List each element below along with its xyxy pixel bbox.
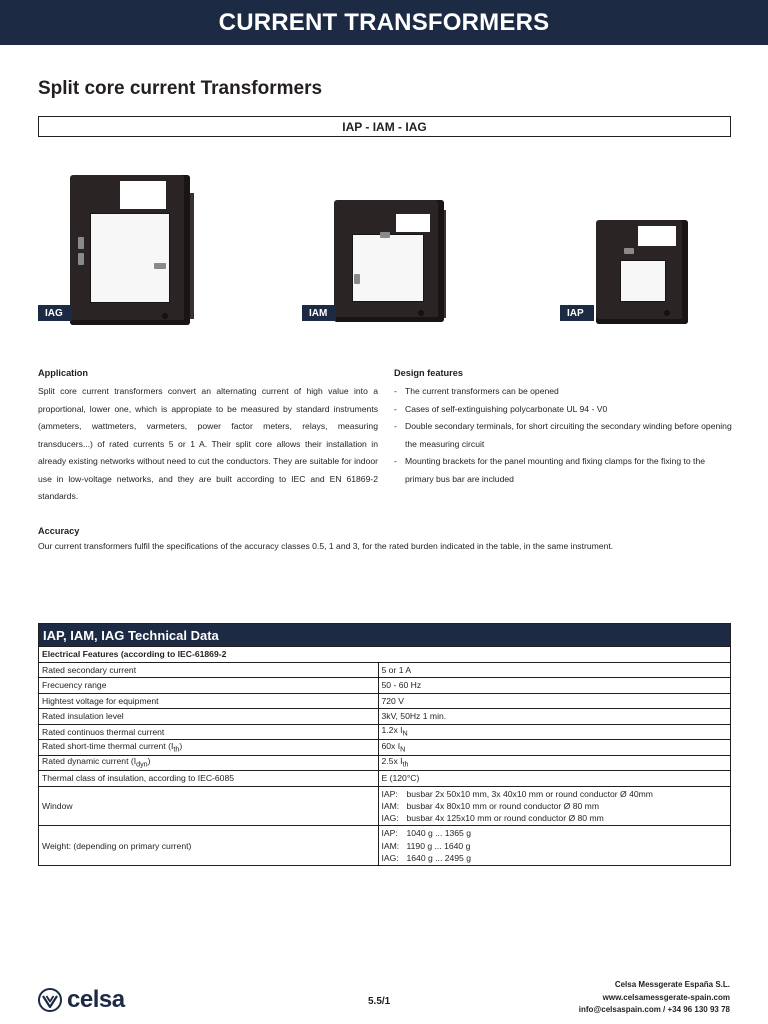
accuracy-section	[38, 524, 738, 555]
label-text: Rated short-time thermal current (I	[42, 740, 174, 751]
company-info	[579, 979, 730, 1017]
value-text: 2.5x I	[381, 756, 403, 767]
label-end: )	[179, 740, 183, 751]
weight-spec: 1040 g ... 1365 g	[406, 828, 472, 839]
accuracy-heading: Accuracy	[38, 526, 80, 536]
list-item: - Mounting brackets for the panel mounting and fixing clamps for the fixing to the primary bus bar are included	[394, 453, 732, 488]
value-subscript: N	[402, 730, 408, 739]
weight-spec: 1640 g ... 2495 g	[406, 852, 472, 863]
product-tag-iap: IAP	[560, 305, 594, 321]
design-features-heading: Design features	[394, 368, 463, 378]
row-value	[378, 724, 730, 740]
window-values	[378, 786, 730, 826]
table-row	[39, 826, 730, 865]
table-row	[39, 724, 730, 740]
value-text: 1.2x I	[381, 725, 403, 736]
table-row	[39, 709, 730, 725]
row-value	[378, 755, 730, 771]
value-subscript: N	[400, 745, 406, 754]
company-name: Celsa Messgerate España S.L.	[614, 980, 730, 989]
model-range-box: IAP - IAM - IAG	[38, 116, 731, 137]
model-code: IAP:	[381, 788, 398, 799]
window-label: Window	[39, 786, 378, 826]
label-subscript: th	[173, 745, 180, 754]
row-value: E (120°C)	[378, 771, 730, 787]
celsa-logo	[38, 986, 125, 1014]
window-spec: busbar 2x 50x10 mm, 3x 40x10 mm or round conductor Ø 40mm	[406, 788, 653, 799]
row-label: Rated continuos thermal current	[39, 724, 378, 740]
row-label	[39, 755, 378, 771]
application-heading: Application	[38, 368, 89, 378]
product-photo-iap	[560, 210, 700, 330]
model-code: IAP:	[381, 828, 398, 839]
value-text: 60x I	[381, 740, 401, 751]
product-photo-iam	[302, 192, 462, 330]
page-banner: CURRENT TRANSFORMERS	[0, 0, 768, 45]
list-item: - Double secondary terminals, for short circuiting the secondary winding before opening the measuring circuit	[394, 418, 732, 453]
section-title: Split core current Transformers	[38, 78, 323, 99]
weight-label: Weight: (depending on primary current)	[39, 826, 378, 865]
model-code: IAG:	[381, 813, 399, 824]
row-value: 50 - 60 Hz	[378, 678, 730, 694]
weight-values	[378, 826, 730, 865]
table-row	[39, 678, 730, 694]
row-label: Hightest voltage for equipment	[39, 693, 378, 709]
value-subscript: th	[402, 761, 409, 770]
table-row	[39, 755, 730, 771]
table-row	[39, 662, 730, 678]
row-label: Thermal class of insulation, according to IEC-6085	[39, 771, 378, 787]
product-photo-iag	[38, 165, 198, 330]
page-number: 5.5/1	[368, 996, 391, 1007]
product-tag-iag: IAG	[38, 305, 72, 321]
label-subscript: dyn	[136, 761, 148, 770]
row-label: Rated insulation level	[39, 709, 378, 725]
accuracy-text: Our current transformers fulfil the specifications of the accuracy classes 0.5, 1 and 3, for the rated burden indicated in the table, in the same instrument.	[38, 541, 614, 551]
window-spec: busbar 4x 125x10 mm or round conductor Ø 80 mm	[406, 813, 604, 824]
table-row	[39, 740, 730, 756]
company-website: www.celsamessgerate-spain.com	[602, 992, 730, 1002]
row-label	[39, 740, 378, 756]
design-features-section	[394, 366, 732, 488]
model-code: IAM:	[381, 840, 400, 851]
row-label: Frecuency range	[39, 678, 378, 694]
row-value: 5 or 1 A	[378, 662, 730, 678]
technical-data-table	[38, 623, 731, 866]
table-row	[39, 771, 730, 787]
logo-wordmark: celsa	[67, 986, 125, 1013]
product-tag-iam: IAM	[302, 305, 336, 321]
company-contact: info@celsaspain.com / +34 96 130 93 78	[578, 1005, 730, 1014]
table-row	[39, 693, 730, 709]
list-item: - The current transformers can be opened	[394, 383, 732, 401]
application-section	[38, 366, 378, 506]
weight-spec: 1190 g ... 1640 g	[406, 840, 471, 851]
celsa-emblem-icon	[38, 988, 62, 1012]
label-text: Rated dynamic current (I	[42, 756, 137, 767]
row-value	[378, 740, 730, 756]
label-end: )	[147, 756, 151, 767]
model-code: IAG:	[381, 852, 399, 863]
technical-data-title: IAP, IAM, IAG Technical Data	[39, 624, 730, 646]
application-text: Split core current transformers convert an alternating current of high value into a proportional, lower one, which is appropiate to be measured by standard instruments (ammeters, wattmeters, varmeters, power factor meters, relays, measuring transducers...) of rated currents 5 or 1 A. Their split core allows their installation in already existing networks without need to cut the conductors. They are suitable for indoor use in low-voltage networks, and they are built according to IEC and EN 61869-2 standards.	[38, 386, 378, 501]
electrical-features-subheading: Electrical Features (according to IEC-61869-2	[39, 647, 730, 663]
table-row	[39, 786, 730, 826]
design-features-list	[394, 383, 732, 488]
row-label: Rated secondary current	[39, 662, 378, 678]
row-value: 3kV, 50Hz 1 min.	[378, 709, 730, 725]
list-item: - Cases of self-extinguishing polycarbonate UL 94 - V0	[394, 401, 732, 419]
model-code: IAM:	[381, 800, 400, 811]
window-spec: busbar 4x 80x10 mm or round conductor Ø 80 mm	[406, 800, 599, 811]
row-value: 720 V	[378, 693, 730, 709]
